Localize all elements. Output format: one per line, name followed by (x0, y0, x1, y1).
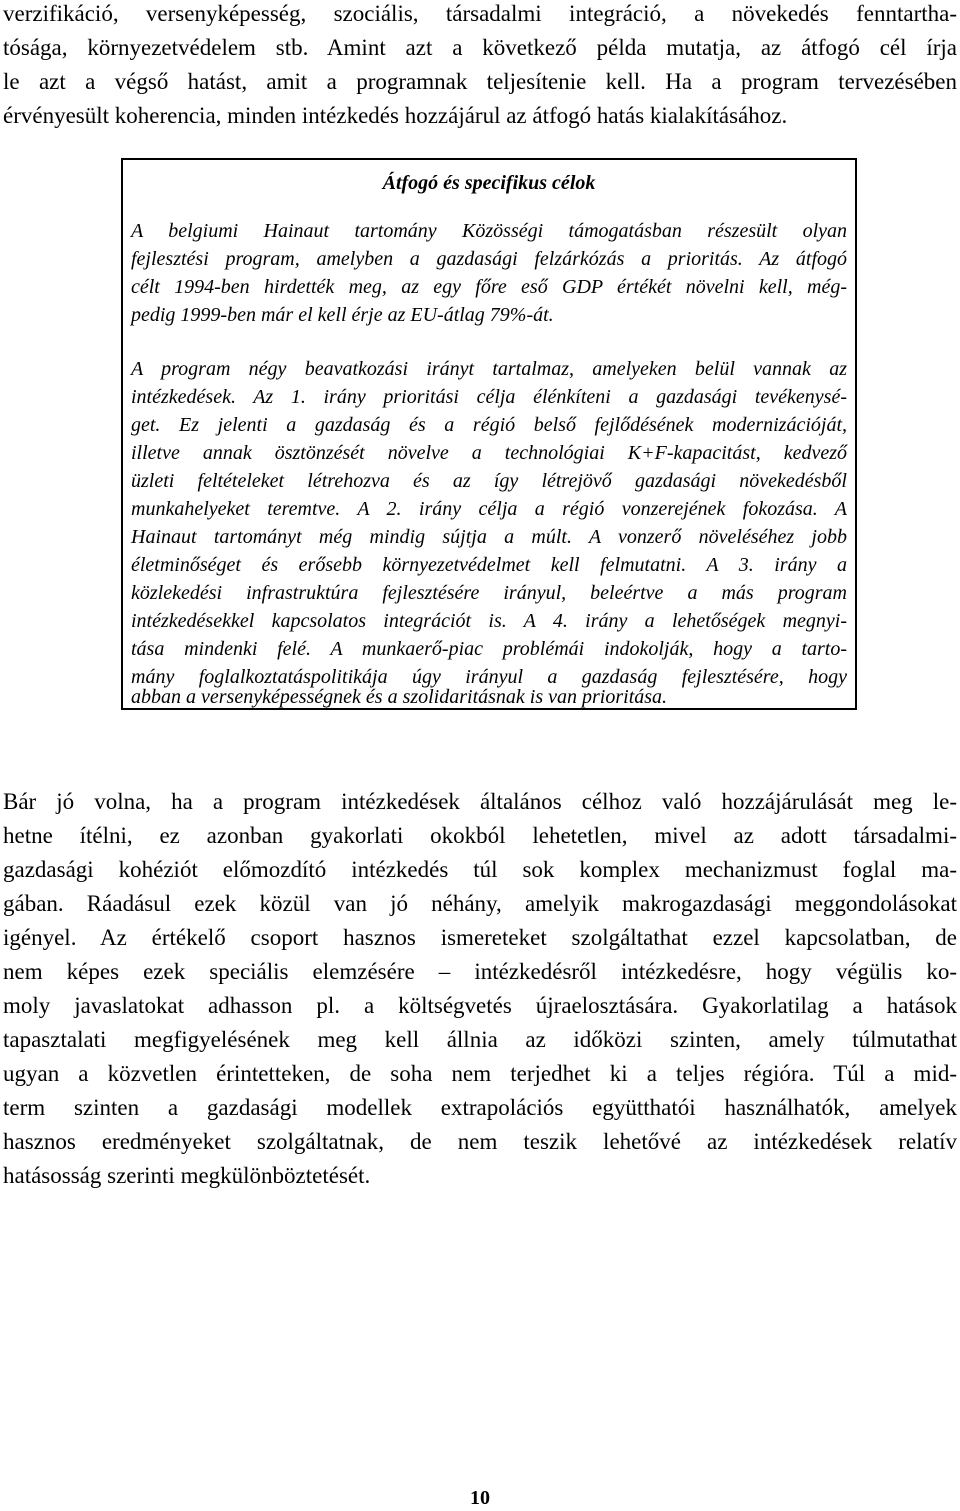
box-line: intézkedések. Az 1. irány prioritási célja élénkíteni a gazdasági tevékenysé- (131, 386, 847, 408)
paragraph-line: nem képes ezek speciális elemzésére – intézkedésről intézkedésre, hogy végülis ko- (3, 959, 957, 984)
box-line: mány foglalkoztatáspolitikája úgy irányul a gazdaság fejlesztésére, hogy (131, 666, 847, 688)
paragraph-line: gazdasági kohéziót előmozdító intézkedés túl sok komplex mechanizmust foglal ma- (3, 857, 957, 882)
paragraph-line: term szinten a gazdasági modellek extrapolációs együtthatói használhatók, amelyek (3, 1095, 957, 1120)
box-line: get. Ez jelenti a gazdaság és a régió belső fejlődésének modernizációját, (131, 414, 847, 436)
box-line: A program négy beavatkozási irányt tartalmaz, amelyeken belül vannak az (131, 358, 847, 380)
paragraph-line: gában. Ráadásul ezek közül van jó néhány, amelyik makrogazdasági meggondolásokat (3, 891, 957, 916)
box-line: üzleti feltételeket létrehozva és az így létrejövő gazdasági növekedésből (131, 470, 847, 492)
example-box (121, 158, 857, 710)
paragraph-line: ugyan a közvetlen érintetteken, de soha nem terjedhet ki a teljes régióra. Túl a mid- (3, 1061, 957, 1086)
paragraph-line: hetne ítélni, ez azonban gyakorlati okokból lehetetlen, mivel az adott társadalmi- (3, 823, 957, 848)
box-line: munkahelyeket teremtve. A 2. irány célja a régió vonzerejének fokozása. A (131, 498, 847, 520)
paragraph-line: igényel. Az értékelő csoport hasznos ismereteket szolgáltathat ezzel kapcsolatban, de (3, 925, 957, 950)
intro-line: érvényesült koherencia, minden intézkedés hozzájárul az átfogó hatás kialakításához. (3, 103, 788, 128)
intro-line: le azt a végső hatást, amit a programnak teljesítenie kell. Ha a program tervezésében (3, 69, 957, 94)
paragraph-line: tapasztalati megfigyelésének meg kell állnia az időközi szinten, amely túlmutathat (3, 1027, 957, 1052)
box-line: Hainaut tartományt még mindig sújtja a múlt. A vonzerő növeléséhez jobb (131, 526, 847, 548)
box-line: A belgiumi Hainaut tartomány Közösségi támogatásban részesült olyan (131, 220, 847, 242)
page-number: 10 (470, 1487, 490, 1509)
box-line: intézkedésekkel kapcsolatos integrációt is. A 4. irány a lehetőségek megnyi- (131, 610, 847, 632)
box-line: illetve annak ösztönzését növelve a technológiai K+F-kapacitást, kedvező (131, 442, 847, 464)
paragraph-line: hasznos eredményeket szolgáltatnak, de nem teszik lehetővé az intézkedések relatív (3, 1129, 957, 1154)
paragraph-line: Bár jó volna, ha a program intézkedések általános célhoz való hozzájárulását meg le- (3, 789, 957, 814)
box-line: célt 1994-ben hirdették meg, az egy főre eső GDP értékét növelni kell, még- (131, 276, 847, 298)
box-title: Átfogó és specifikus célok (382, 172, 596, 194)
paragraph-line: moly javaslatokat adhasson pl. a költségvetés újraelosztására. Gyakorlatilag a hatások (3, 993, 957, 1018)
box-line: tása mindenki felé. A munkaerő-piac problémái indokolják, hogy a tarto- (131, 638, 847, 660)
box-line: abban a versenyképességnek és a szolidaritásnak is van prioritása. (131, 686, 668, 708)
box-line: pedig 1999-ben már el kell érje az EU-átlag 79%-át. (131, 304, 554, 326)
paragraph-line: hatásosság szerinti megkülönböztetését. (3, 1163, 371, 1188)
box-line: közlekedési infrastruktúra fejlesztésére irányul, beleértve a más program (131, 582, 847, 604)
intro-line: verzifikáció, versenyképesség, szociális, társadalmi integráció, a növekedés fenntartha- (3, 1, 957, 26)
intro-line: tósága, környezetvédelem stb. Amint azt a következő példa mutatja, az átfogó cél írja (3, 35, 957, 60)
box-line: fejlesztési program, amelyben a gazdasági felzárkózás a prioritás. Az átfogó (131, 248, 847, 270)
box-line: életminőséget és erősebb környezetvédelmet kell felmutatni. A 3. irány a (131, 554, 847, 576)
